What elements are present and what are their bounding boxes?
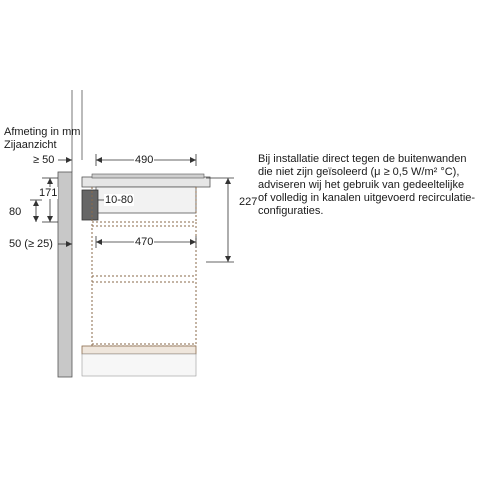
dim-ge50: ≥ 50 [33,154,55,166]
dim-10-80: 10-80 [105,194,134,206]
floor-base [82,354,196,376]
hob-glass [92,174,204,178]
installation-note [258,153,498,218]
note-line: configuraties. [258,205,324,217]
worktop [82,177,210,187]
dim-50-ge25: 50 (≥ 25) [9,238,53,250]
note-line: of volledig in kanalen uitgevoerd recirculatie- [258,192,476,204]
wall [58,172,72,377]
view-label: Zijaanzicht [4,139,57,151]
dim-470: 470 [135,236,154,248]
note-line: die niet zijn geïsoleerd (μ ≥ 0,5 W/m² °C), [258,166,460,178]
dim-171: 171 [39,187,58,199]
note-line: Bij installatie direct tegen de buitenwanden [258,153,467,165]
note-line: adviseren wij het gebruik van gedeeltelijke [258,179,465,191]
dim-227: 227 [239,196,258,208]
plinth [82,346,196,354]
dim-490: 490 [135,154,154,166]
duct-block [82,190,98,220]
unit-label: Afmeting in mm [4,126,81,138]
dim-80: 80 [9,206,22,218]
